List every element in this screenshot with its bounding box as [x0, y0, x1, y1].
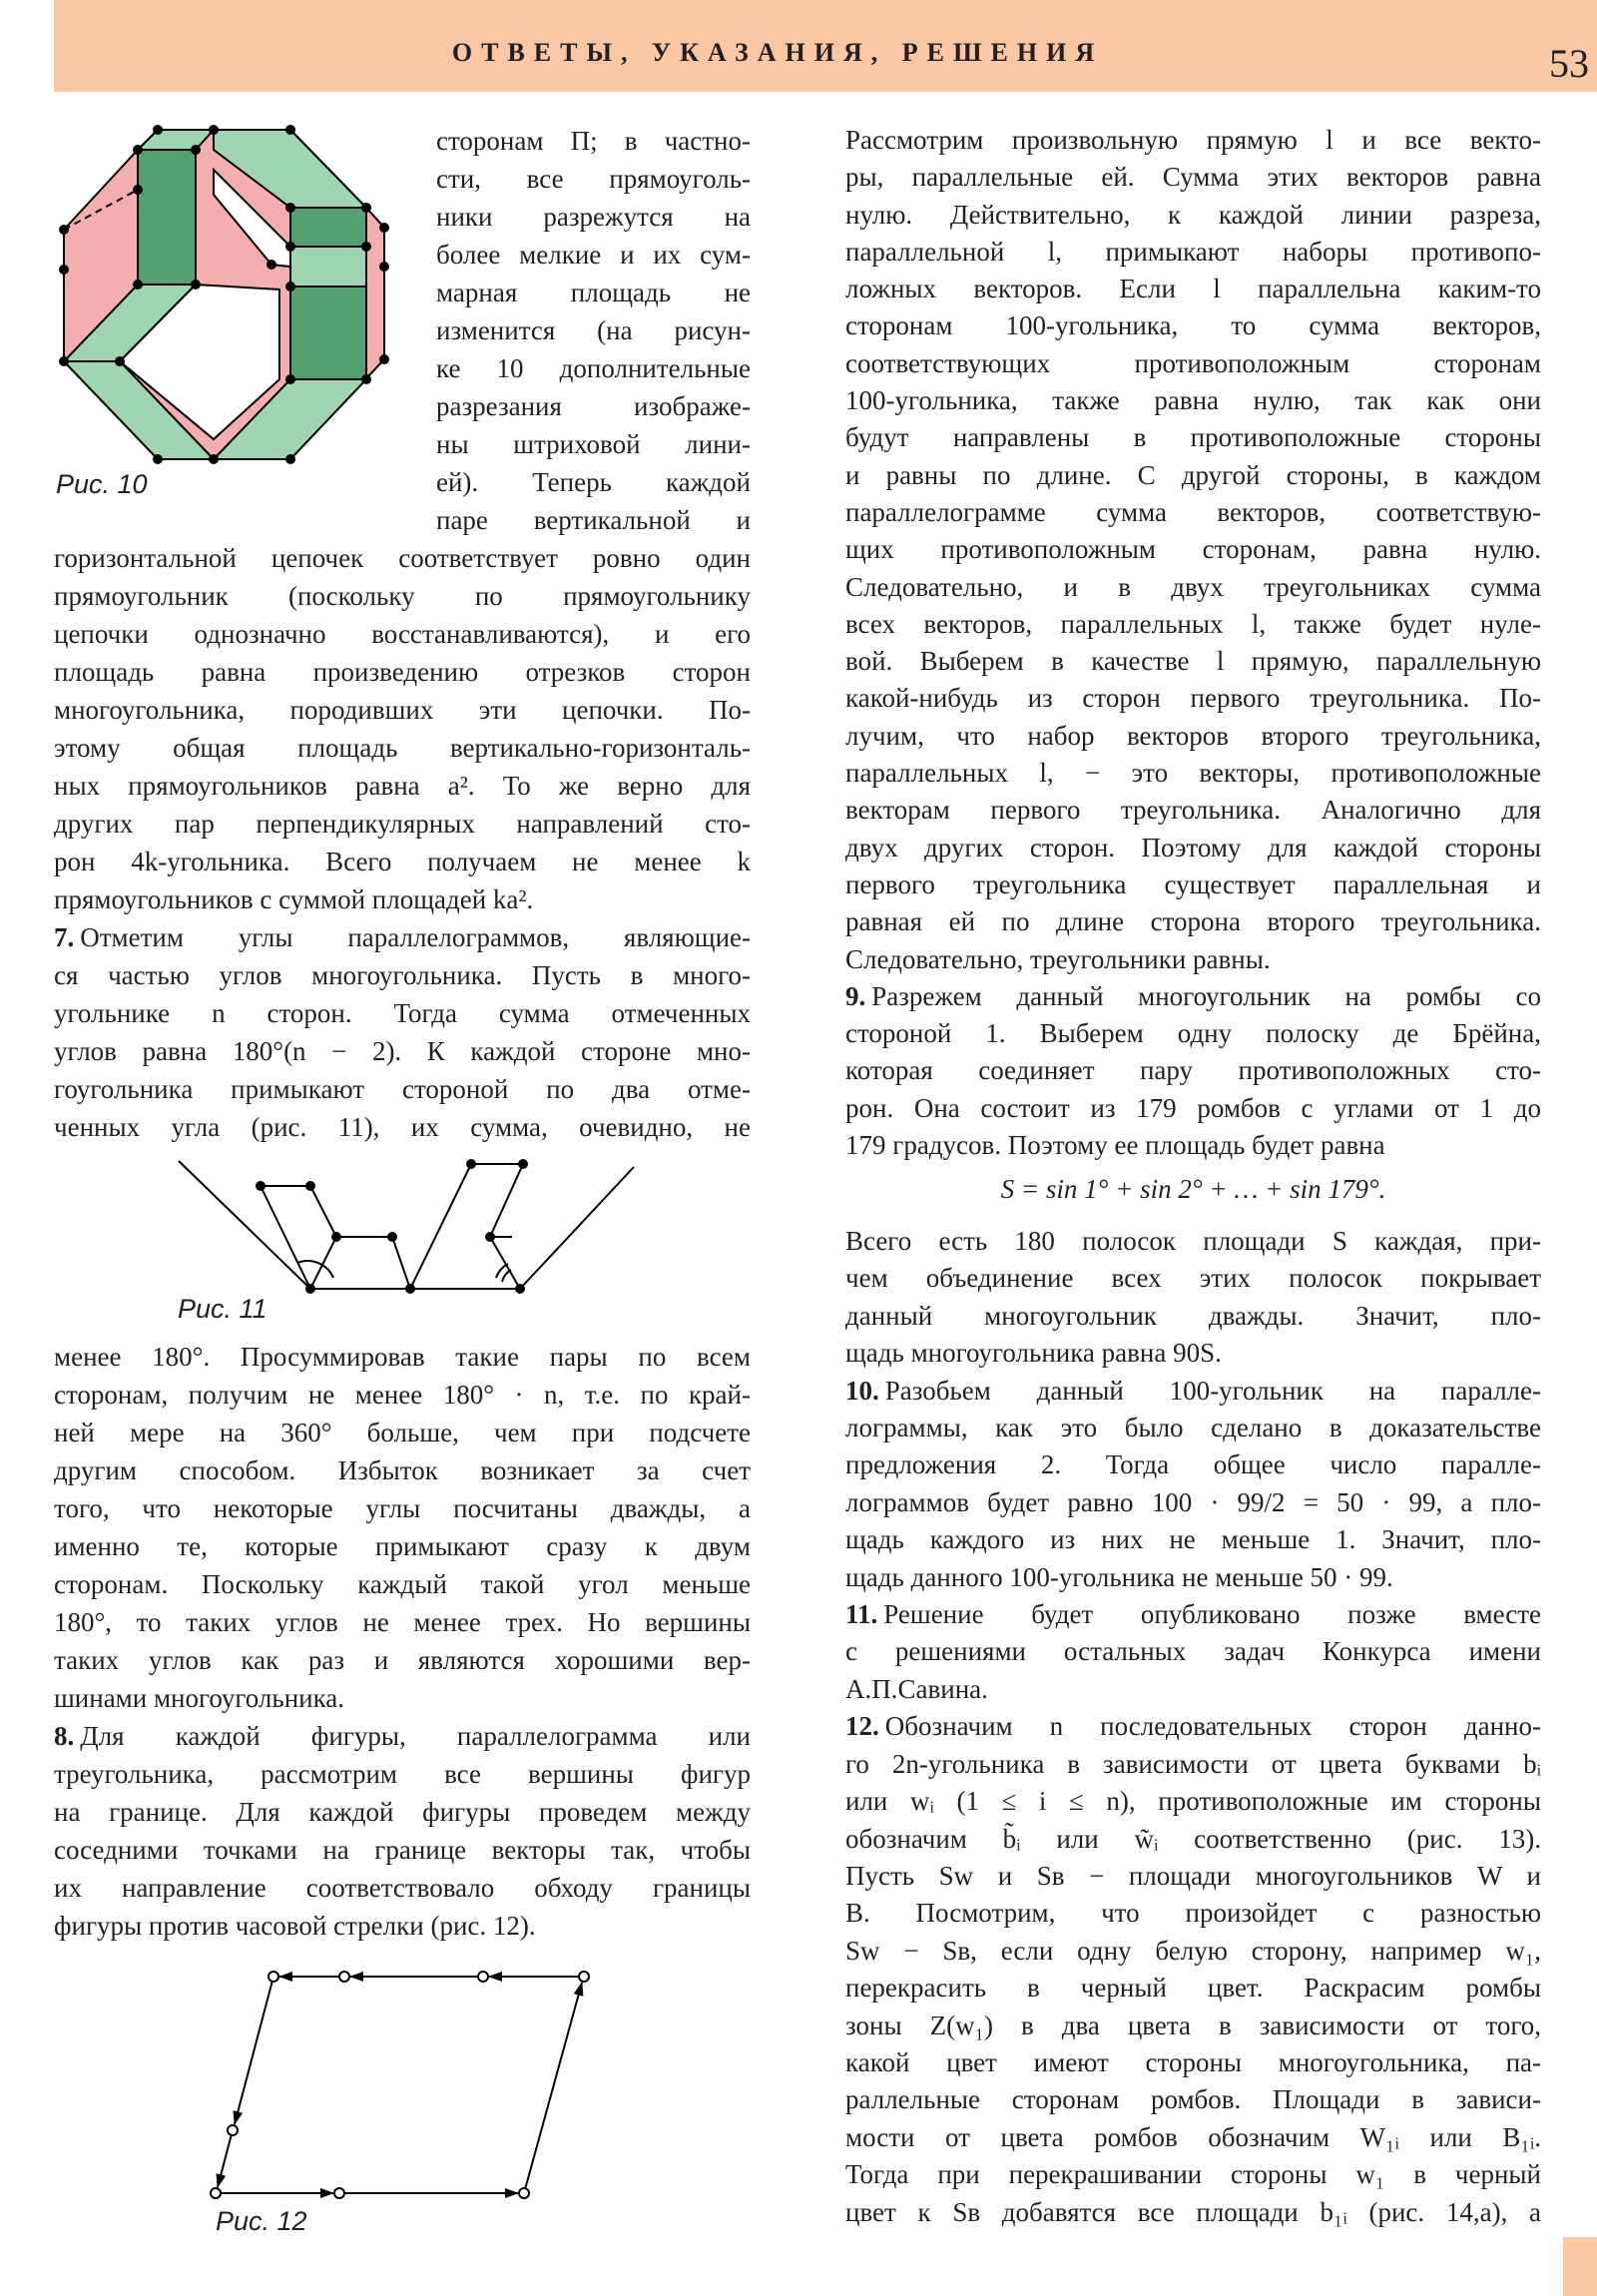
text-line-content: параллельной l, примыкают наборы противопо-: [845, 236, 1541, 267]
running-header: [54, 0, 1597, 92]
text-line: [845, 1484, 1541, 1521]
text-line: [845, 382, 1541, 419]
text-line-content: ке 10 дополнительные: [436, 353, 751, 383]
section-title: ОТВЕТЫ, УКАЗАНИЯ, РЕШЕНИЯ: [451, 38, 1104, 67]
text-line: [845, 830, 1541, 866]
text-line-content: предложения 2. Тогда общее число паралле-: [845, 1449, 1541, 1480]
problem-number: 10.: [845, 1375, 879, 1406]
text-line: [845, 1015, 1541, 1052]
text-line-content: щадь многоугольника равна 90S.: [845, 1338, 1222, 1369]
text-line: [845, 1127, 1541, 1164]
text-line: [845, 569, 1541, 606]
text-line: [54, 1376, 751, 1414]
text-line-content: Разрежем данный многоугольник на ромбы со: [871, 980, 1541, 1011]
text-line-content: го 2n-угольника в зависимости от цвета буквами bᵢ: [845, 1748, 1541, 1779]
text-line: [845, 1708, 1541, 1745]
text-line: [54, 1108, 751, 1146]
text-line: [436, 311, 751, 349]
text-line-content: щадь каждого из них не меньше 1. Значит, пло-: [845, 1524, 1541, 1555]
text-line-content: 180°, то таких углов не менее трех. Но вершины: [54, 1607, 751, 1637]
text-line: [436, 501, 751, 539]
text-line: [54, 994, 751, 1032]
text-line-content: равная ей по длине сторона второго треугольника.: [845, 906, 1541, 937]
text-line: [845, 792, 1541, 829]
text-line-content: треугольника, рассмотрим все вершины фигур: [54, 1759, 751, 1789]
text-line-content: более мелкие и их сум-: [436, 240, 751, 270]
text-line: [845, 1090, 1541, 1127]
text-line: [845, 1970, 1541, 2007]
text-line-content: ченных угла (рис. 11), их сумма, очевидно, не: [54, 1112, 751, 1142]
text-line: [54, 1527, 751, 1565]
text-line: [845, 1559, 1541, 1596]
text-line-content: сторонам. Поскольку каждый такой угол меньше: [54, 1569, 751, 1599]
text-line-content: Пусть Sᴡ и Sʙ − площади многоугольников W и: [845, 1860, 1541, 1891]
text-line-content: будут направлены в противоположные стороны: [845, 422, 1541, 453]
text-line-content: мости от цвета ромбов обозначим W₁ᵢ или B₁ᵢ.: [845, 2121, 1541, 2152]
text-line: [845, 234, 1541, 271]
text-line: [436, 387, 751, 425]
text-line: [845, 1746, 1541, 1783]
figure-11-caption: Рис. 11: [178, 1294, 267, 1324]
text-line-content: соседними точками на границе векторы так, чтобы: [54, 1835, 751, 1865]
text-line-content: Обозначим n последовательных сторон данно-: [884, 1711, 1541, 1742]
text-line-content: паре вертикальной и: [436, 505, 751, 535]
text-line: [436, 463, 751, 501]
text-line: [845, 903, 1541, 940]
text-line: [845, 307, 1541, 344]
text-line: [845, 271, 1541, 307]
text-line: [845, 2081, 1541, 2118]
text-line-content: гоугольника примыкают стороной по два отме-: [54, 1074, 751, 1104]
text-line: [436, 122, 751, 160]
text-line: [845, 159, 1541, 196]
text-line-content: перекрасить в черный цвет. Раскрасим ромбы: [845, 1973, 1541, 2004]
text-line-content: всех векторов, параллельных l, также будет нуле-: [845, 608, 1541, 639]
text-line: [54, 767, 751, 805]
text-line: [54, 880, 751, 918]
text-line: [54, 1338, 751, 1376]
text-line: [436, 236, 751, 274]
problem-number: 12.: [845, 1711, 879, 1742]
text-line: [54, 1032, 751, 1070]
text-line-content: Тогда при перекрашивании стороны w₁ в черный: [845, 2159, 1541, 2190]
figure-12-caption: Рис. 12: [216, 2206, 307, 2236]
left-column-wrap-text: [436, 122, 751, 539]
text-line: [436, 274, 751, 311]
text-line: [436, 198, 751, 236]
text-line: [54, 1831, 751, 1869]
text-line: [845, 2008, 1541, 2044]
text-line: [54, 539, 751, 577]
text-line-content: какой цвет имеют стороны многоугольника, па-: [845, 2046, 1541, 2077]
text-line: [54, 1907, 751, 1945]
page-edge-tab: [1563, 2237, 1597, 2296]
text-line: [845, 419, 1541, 456]
text-line: [845, 1521, 1541, 1558]
text-line-content: соответствующих противоположным сторонам: [845, 347, 1541, 378]
text-line-content: обозначим b̃ᵢ или w̃ᵢ соответственно (рис. 13).: [845, 1823, 1541, 1854]
text-line: [54, 918, 751, 956]
text-line-content: сти, все прямоуголь-: [436, 164, 751, 194]
text-line-content: данный многоугольник дважды. Значит, пло-: [845, 1300, 1541, 1331]
text-line-content: прямоугольник (поскольку по прямоугольнику: [54, 581, 751, 611]
text-line-content: Всего есть 180 полосок площади S каждая, при-: [845, 1226, 1541, 1256]
text-line: [845, 2044, 1541, 2081]
text-line: [845, 1335, 1541, 1372]
text-line-content: Решение будет опубликовано позже вместе: [883, 1599, 1541, 1630]
text-line-content: зоны Z(w₁) в два цвета в зависимости от того,: [845, 2009, 1541, 2040]
text-line-content: ры, параллельные ей. Сумма этих векторов равна: [845, 162, 1541, 193]
text-line-content: 100-угольника, также равна нулю, так как они: [845, 385, 1541, 416]
text-line-content: или wᵢ (1 ≤ i ≤ n), противоположные им стороны: [845, 1786, 1541, 1817]
text-line: [845, 1223, 1541, 1260]
text-line: [54, 1793, 751, 1831]
text-line-content: горизонтальной цепочек соответствует ровно один: [54, 543, 751, 573]
text-line: [54, 1869, 751, 1907]
figure-10-caption: Рис. 10: [56, 469, 148, 499]
text-line: [845, 1596, 1541, 1633]
text-line: [54, 615, 751, 653]
text-line-content: площадь равна произведению отрезков сторон: [54, 657, 751, 687]
text-line-content: рон 4k-угольника. Всего получаем не менее k: [54, 847, 751, 876]
text-line-content: других пар перпендикулярных направлений сто-: [54, 809, 751, 839]
text-line: [54, 1414, 751, 1451]
text-line-content: щих противоположным сторонам, равна нулю.: [845, 534, 1541, 565]
text-line-content: и равны по длине. С другой стороны, в каждом: [845, 459, 1541, 490]
text-line-content: щадь данного 100-угольника не меньше 50 · 99.: [845, 1561, 1393, 1592]
problem-number: 11.: [845, 1599, 878, 1630]
text-line-content: чем объединение всех этих полосок покрывает: [845, 1263, 1541, 1294]
text-line: [54, 691, 751, 729]
text-line-content: Отметим углы параллелограммов, являющие-: [80, 922, 751, 952]
text-line: [845, 680, 1541, 717]
text-line-content: стороной 1. Выберем одну полоску де Брёйна,: [845, 1018, 1541, 1049]
text-line: [845, 606, 1541, 643]
text-line: [845, 1052, 1541, 1089]
text-line: [54, 1489, 751, 1527]
text-line-content: Следовательно, треугольники равны.: [845, 943, 1271, 974]
text-line: [845, 2156, 1541, 2193]
text-line-content: какой-нибудь из сторон первого треугольника. По-: [845, 683, 1541, 714]
text-line: [845, 1671, 1541, 1708]
text-line: [845, 1858, 1541, 1895]
text-line-content: многоугольника, породивших эти цепочки. По-: [54, 695, 751, 725]
text-line: [845, 1895, 1541, 1932]
text-line-content: их направление соответствовало обходу границы: [54, 1873, 751, 1903]
text-line-content: Для каждой фигуры, параллелограмма или: [80, 1721, 751, 1751]
text-line: [845, 1373, 1541, 1410]
right-column-text-lower: [845, 1223, 1541, 2231]
text-line: [54, 729, 751, 767]
text-line: [54, 843, 751, 880]
text-line: [54, 1641, 751, 1679]
text-line: [845, 1298, 1541, 1335]
text-line-content: углов равна 180°(n − 2). К каждой стороне мно-: [54, 1036, 751, 1066]
text-line-content: ей). Теперь каждой: [436, 467, 751, 497]
text-line-content: изменится (на рисун-: [436, 315, 751, 345]
text-line: [845, 718, 1541, 755]
text-line: [54, 956, 751, 994]
text-line: [54, 805, 751, 843]
text-line: [845, 122, 1541, 159]
text-line-content: Разобьем данный 100-угольник на паралле-: [884, 1375, 1541, 1406]
text-line-content: параллельных l, − это векторы, противоположные: [845, 758, 1541, 789]
text-line-content: B. Посмотрим, что произойдет с разностью: [845, 1898, 1541, 1929]
text-line: [845, 978, 1541, 1015]
text-line: [845, 1933, 1541, 1970]
text-line-content: фигуры против часовой стрелки (рис. 12).: [54, 1911, 536, 1941]
text-line-content: другим способом. Избыток возникает за счет: [54, 1455, 751, 1485]
text-line-content: таких углов как раз и являются хорошими вер-: [54, 1645, 751, 1675]
problem-number: 7.: [54, 922, 75, 952]
text-line-content: ся частью углов многоугольника. Пусть в много-: [54, 960, 751, 990]
text-line: [54, 1755, 751, 1793]
text-line-content: которая соединяет пару противоположных сто-: [845, 1055, 1541, 1086]
text-line: [54, 1451, 751, 1489]
text-line-content: марная площадь не: [436, 278, 751, 307]
text-line: [54, 1070, 751, 1108]
text-line-content: рон. Она состоит из 179 ромбов с углами от 1 до: [845, 1092, 1541, 1123]
text-line-content: 179 градусов. Поэтому ее площадь будет равна: [845, 1130, 1385, 1161]
text-line: [54, 1717, 751, 1755]
text-line-content: А.П.Савина.: [845, 1673, 988, 1704]
text-line: [845, 345, 1541, 382]
text-line: [845, 1633, 1541, 1670]
text-line: [54, 1679, 751, 1717]
text-line-content: именно те, которые примыкают сразу к двум: [54, 1531, 751, 1561]
text-line: [845, 457, 1541, 494]
text-line-content: Sᴡ − Sʙ, если одну белую сторону, например w₁,: [845, 1935, 1541, 1966]
text-line-content: сторонам, получим не менее 180° · n, т.е. по край-: [54, 1380, 751, 1410]
text-line: [845, 941, 1541, 978]
left-column-text-lower: [54, 1338, 751, 1945]
text-line-content: этому общая площадь вертикально-горизонталь-: [54, 733, 751, 763]
text-line-content: лучим, что набор векторов второго треугольника,: [845, 720, 1541, 751]
text-line: [845, 2119, 1541, 2156]
text-line: [845, 866, 1541, 903]
text-line: [845, 2194, 1541, 2231]
text-line-content: ложных векторов. Если l параллельна каким-то: [845, 274, 1541, 304]
text-line: [54, 653, 751, 691]
text-line-content: менее 180°. Просуммировав такие пары по всем: [54, 1342, 751, 1372]
text-line-content: ных прямоугольников равна a². То же верно для: [54, 771, 751, 801]
text-line: [845, 531, 1541, 568]
text-line-content: того, что некоторые углы посчитаны дважды, а: [54, 1493, 751, 1523]
text-line: [845, 1410, 1541, 1446]
text-line-content: цепочки однозначно восстанавливаются), и его: [54, 619, 751, 649]
text-line: [54, 1565, 751, 1603]
page-number: 53: [1549, 41, 1589, 86]
text-line-content: лограммы, как это было сделано в доказательстве: [845, 1413, 1541, 1443]
text-line: [845, 755, 1541, 792]
text-line: [54, 1603, 751, 1641]
text-line: [845, 1783, 1541, 1820]
text-line-content: цвет к Sʙ добавятся все площади b₁ᵢ (рис. 14,a), а: [845, 2196, 1541, 2227]
text-line-content: ники разрежутся на: [436, 202, 751, 232]
text-line-content: ней мере на 360° больше, чем при подсчете: [54, 1418, 751, 1447]
text-line-content: угольнике n сторон. Тогда сумма отмеченных: [54, 998, 751, 1028]
right-column-text-upper: [845, 122, 1541, 1164]
text-line-content: лограммов будет равно 100 · 99/2 = 50 · 99, а пло-: [845, 1486, 1541, 1517]
text-line-content: векторам первого треугольника. Аналогично для: [845, 795, 1541, 826]
text-line: [845, 197, 1541, 234]
text-line-content: Рассмотрим произвольную прямую l и все векто-: [845, 125, 1541, 155]
text-line: [845, 1446, 1541, 1483]
text-line-content: сторонам 100-угольника, то сумма векторов,: [845, 310, 1541, 341]
left-column-text-upper: [54, 539, 751, 1146]
text-line-content: ны штриховой лини-: [436, 429, 751, 459]
text-line-content: Следовательно, и в двух треугольниках сумма: [845, 571, 1541, 602]
text-line: [845, 1821, 1541, 1858]
text-line-content: двух других сторон. Поэтому для каждой стороны: [845, 832, 1541, 862]
text-line-content: прямоугольников с суммой площадей ka².: [54, 884, 534, 914]
text-line-content: вой. Выберем в качестве l прямую, параллельную: [845, 646, 1541, 677]
text-line: [845, 1260, 1541, 1297]
formula-sum-sines: S = sin 1° + sin 2° + … + sin 179°.: [1000, 1174, 1386, 1204]
text-line-content: шинами многоугольника.: [54, 1683, 345, 1713]
text-line: [436, 425, 751, 463]
text-line: [845, 494, 1541, 531]
text-line-content: нулю. Действительно, к каждой линии разреза,: [845, 199, 1541, 230]
text-line: [845, 643, 1541, 680]
problem-number: 8.: [54, 1721, 75, 1751]
text-line-content: параллелограмме сумма векторов, соответствую-: [845, 496, 1541, 527]
text-line-content: на границе. Для каждой фигуры проведем между: [54, 1797, 751, 1827]
text-line: [54, 577, 751, 615]
text-line: [436, 160, 751, 198]
problem-number: 9.: [845, 980, 866, 1011]
text-line-content: разрезания изображе-: [436, 391, 751, 421]
text-line-content: с решениями остальных задач Конкурса имени: [845, 1636, 1541, 1667]
text-line: [436, 349, 751, 387]
text-line-content: сторонам П; в частно-: [436, 126, 751, 156]
text-line-content: первого треугольника существует параллельная и: [845, 868, 1541, 899]
text-line-content: раллельные сторонам ромбов. Площади в зависи-: [845, 2084, 1541, 2115]
